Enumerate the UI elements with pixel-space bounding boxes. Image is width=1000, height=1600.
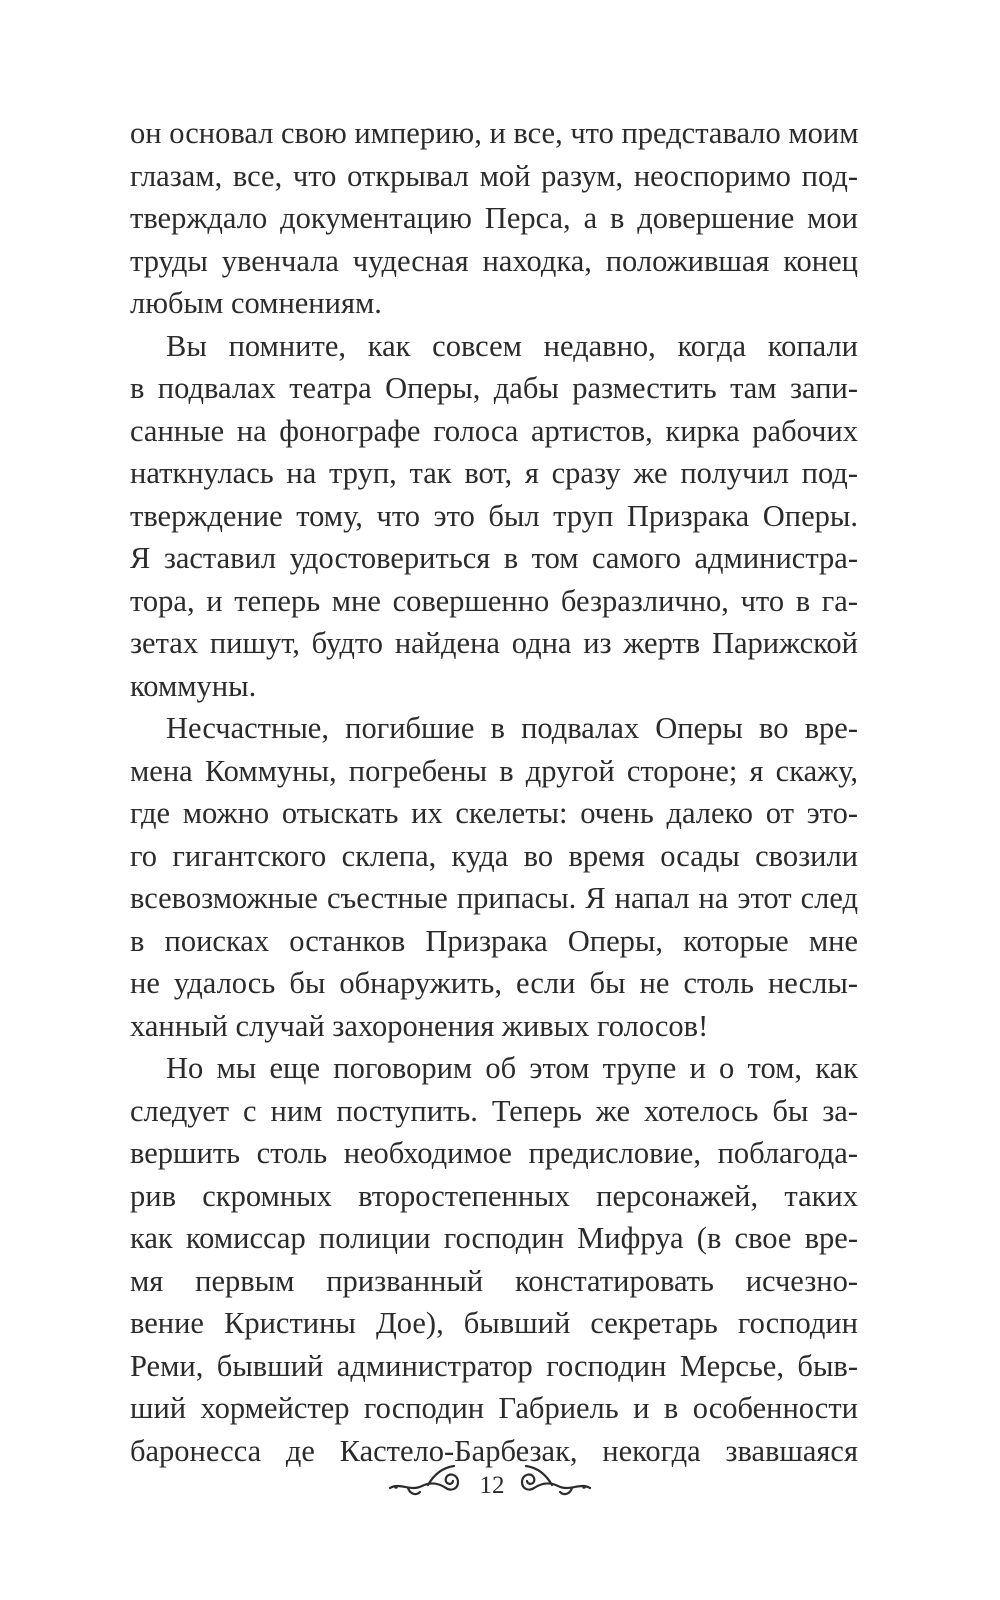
body-text: [130, 112, 858, 1472]
text-line: он основал свою империю, и все, что представало моим: [130, 116, 859, 150]
text-line: как комиссар полиции господин Мифруа (в свое вре-: [130, 1221, 858, 1255]
text-line: не удалось бы обнаружить, если бы не столь неслы-: [130, 966, 858, 1000]
text-line: санные на фонографе голоса артистов, кирка рабочих: [130, 413, 858, 448]
text-line: Несчастные, погибшие в подвалах Оперы во вре-: [166, 711, 858, 745]
paragraph: [130, 112, 858, 325]
text-line: ханный случай захоронения живых голосов!: [130, 1008, 709, 1043]
text-line: Я заставил удостовериться в том самого администра-: [130, 541, 858, 575]
text-line: тора, и теперь мне совершенно безразлично, что в га-: [130, 583, 858, 618]
text-line: вение Кристины Дое), бывший секретарь господин: [130, 1306, 858, 1340]
text-line: любым сомнениям.: [130, 286, 382, 320]
text-line: следует с ним поступить. Теперь же хотелось бы за-: [130, 1093, 858, 1128]
text-line: коммуны.: [130, 668, 257, 703]
page-footer: [0, 1458, 1000, 1518]
text-line: вершить столь необходимое предисловие, поблагода-: [130, 1136, 858, 1170]
text-line: в подвалах театра Оперы, дабы разместить там запи-: [130, 371, 858, 405]
paragraph: [130, 707, 858, 1047]
text-line: зетах пишут, будто найдена одна из жертв Парижской: [130, 626, 858, 660]
text-line: тверждало документацию Перса, а в довершение мои: [130, 201, 858, 235]
text-line: в поисках останков Призрака Оперы, которые мне: [130, 923, 858, 958]
text-line: мя первым призванный констатировать исчезно-: [130, 1263, 858, 1298]
text-line: рив скромных второстепенных персонажей, таких: [130, 1178, 858, 1213]
text-line: Но мы еще поговорим об этом трупе и о том, как: [166, 1051, 858, 1085]
text-line: где можно отыскать их скелеты: очень далеко от это-: [130, 796, 858, 830]
paragraph: [130, 1047, 858, 1472]
text-line: труды увенчала чудесная находка, положившая конец: [130, 243, 858, 278]
text-line: баронесса де Кастело-Барбезак, некогда звавшаяся: [130, 1433, 858, 1468]
text-line: мена Коммуны, погребены в другой стороне; я скажу,: [130, 753, 858, 788]
text-line: ший хормейстер господин Габриель и в особенности: [130, 1391, 858, 1425]
text-line: тверждение тому, что это был труп Призрака Оперы.: [130, 498, 858, 533]
text-line: Вы помните, как совсем недавно, когда копали: [166, 328, 858, 363]
text-line: наткнулась на труп, так вот, я сразу же получил под-: [130, 456, 858, 490]
flourish-right-icon: [512, 1458, 592, 1513]
text-line: всевозможные съестные припасы. Я напал на этот след: [130, 881, 858, 915]
paragraph: [130, 325, 858, 708]
text-line: глазам, все, что открывал мой разум, неоспоримо под-: [130, 158, 858, 193]
text-line: Реми, бывший администратор господин Мерсье, быв-: [130, 1348, 858, 1383]
flourish-left-icon: [388, 1458, 468, 1513]
page-number: 12: [479, 1472, 505, 1499]
text-line: го гигантского склепа, куда во время осады свозили: [130, 838, 858, 873]
